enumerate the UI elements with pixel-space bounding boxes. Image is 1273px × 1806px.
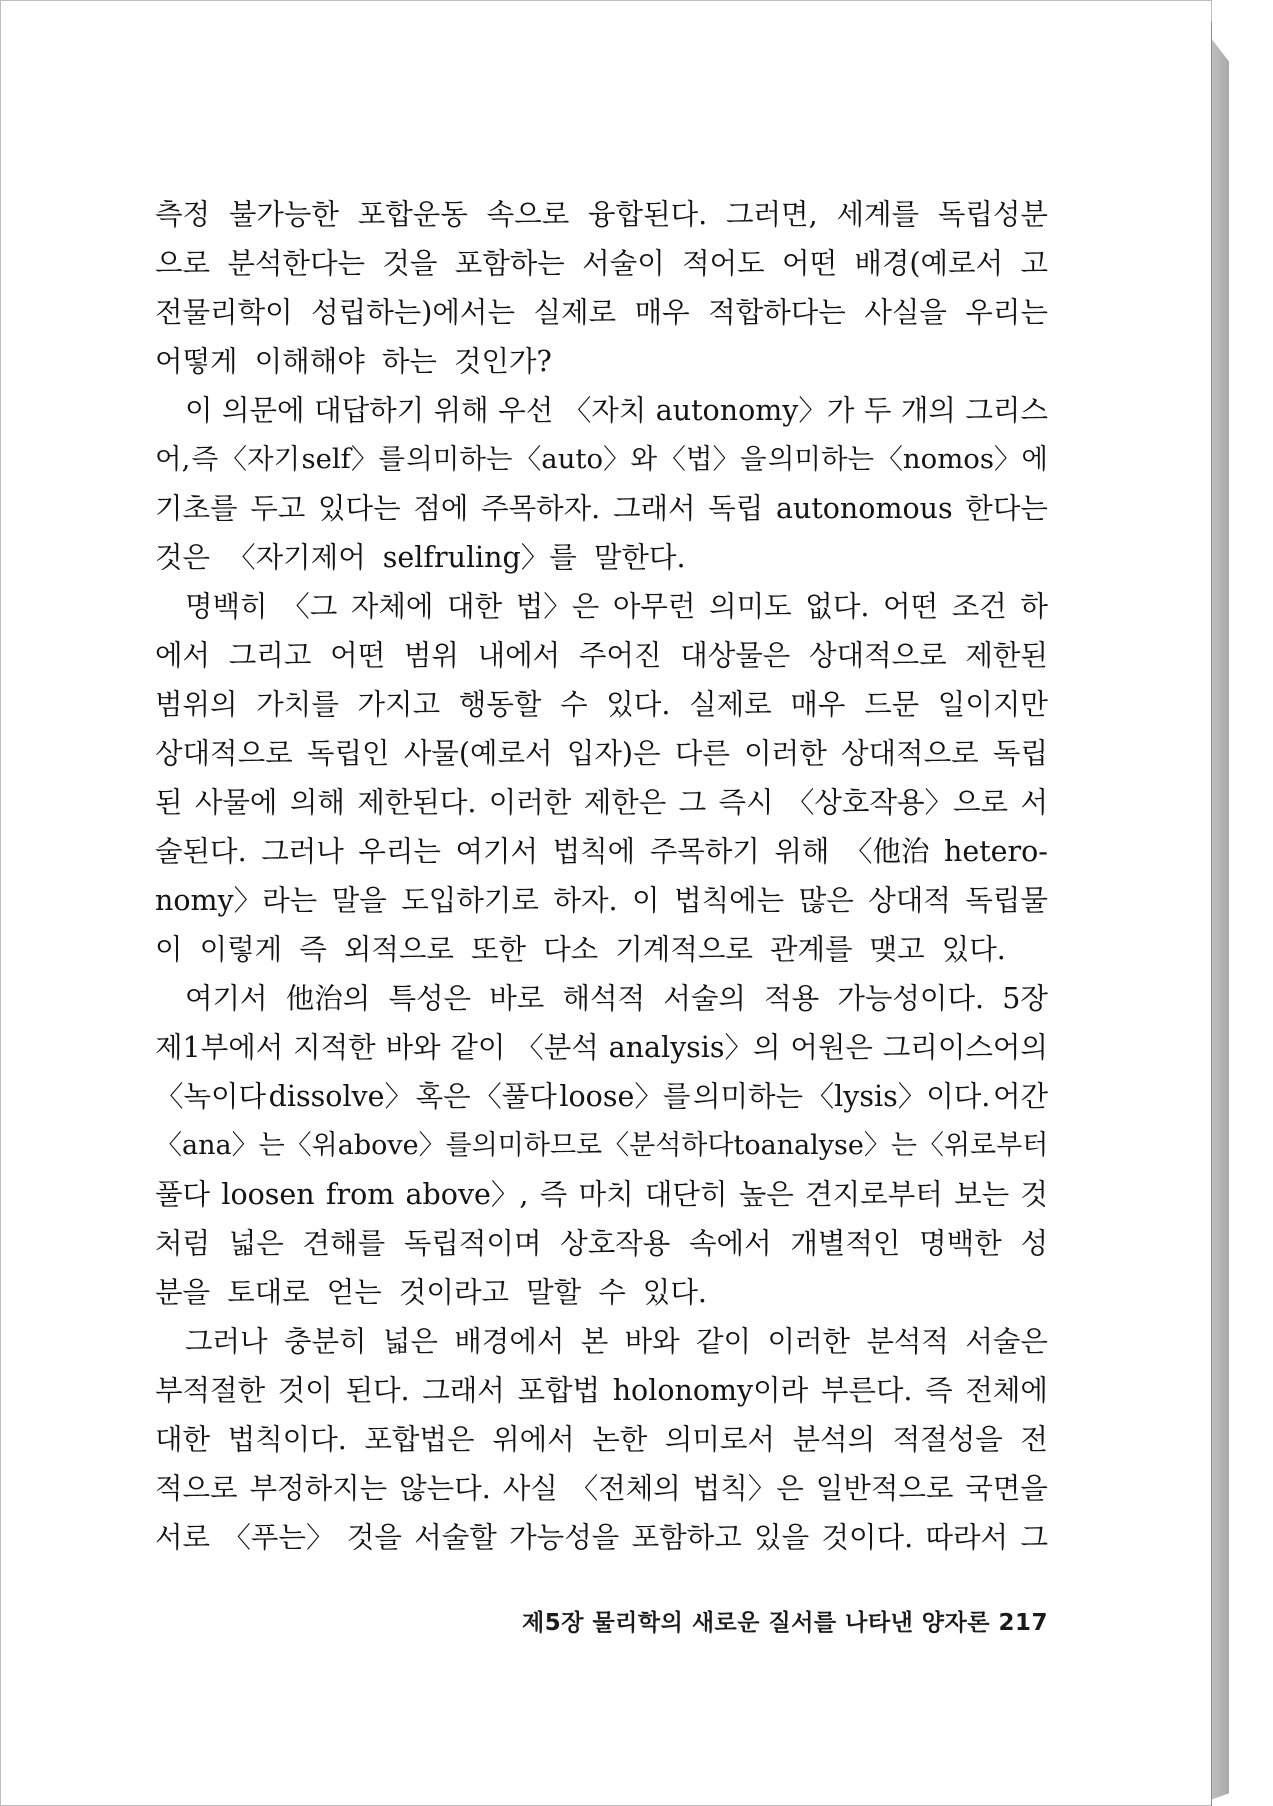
- text-line: 적으로 부정하지는 않는다. 사실 〈전체의 법칙〉은 일반적으로 국면을: [155, 1472, 1048, 1505]
- paragraph-first-line: 이 의문에 대답하기 위해 우선 〈자치 autonomy〉가 두 개의 그리스: [185, 394, 1048, 427]
- paragraph-first-line: 명백히 〈그 자체에 대한 법〉은 아무런 의미도 없다. 어떤 조건 하: [185, 590, 1048, 623]
- text-line: 〈ana〉는 〈위 above〉를 의미하므로 〈분석하다 to analyse〉는 〈위로부터: [155, 1130, 1049, 1161]
- text-line: 부적절한 것이 된다. 그래서 포합법 holonomy이라 부른다. 즉 전체에: [155, 1374, 1048, 1407]
- page-number: 217: [998, 1610, 1048, 1636]
- text-line: 이 이렇게 즉 외적으로 또한 다소 기계적으로 관계를 맺고 있다.: [155, 933, 1006, 966]
- text-line: 술된다. 그러나 우리는 여기서 법칙에 주목하기 위해 〈他治 hetero-: [155, 835, 1048, 868]
- page-edge-line: [1211, 22, 1212, 1806]
- paragraph-first-line: 여기서 他治의 특성은 바로 해석적 서술의 적용 가능성이다. 5장: [185, 982, 1048, 1015]
- text-line: 처럼 넓은 견해를 독립적이며 상호작용 속에서 개별적인 명백한 성: [155, 1227, 1048, 1260]
- text-line: 것은 〈자기제어 selfruling〉를 말한다.: [155, 541, 686, 574]
- footer-chapter-title: 제5장 물리학의 새로운 질서를 나타낸 양자론: [522, 1610, 990, 1636]
- text-line: 된 사물에 의해 제한된다. 이러한 제한은 그 즉시 〈상호작용〉으로 서: [155, 786, 1048, 819]
- text-line: nomy〉라는 말을 도입하기로 하자. 이 법칙에는 많은 상대적 독립물: [155, 884, 1048, 917]
- text-line: 기초를 두고 있다는 점에 주목하자. 그래서 독립 autonomous 한다는: [155, 492, 1048, 525]
- text-line: 어떻게 이해해야 하는 것인가?: [155, 345, 552, 378]
- text-line: 서로 〈푸는〉 것을 서술할 가능성을 포함하고 있을 것이다. 따라서 그: [155, 1521, 1048, 1554]
- text-line: 분을 토대로 얻는 것이라고 말할 수 있다.: [155, 1276, 707, 1309]
- text-line: 상대적으로 독립인 사물(예로서 입자)은 다른 이러한 상대적으로 독립: [155, 737, 1048, 770]
- text-line: 어, 즉 〈자기 self〉를 의미하는 〈auto〉와 〈법〉을 의미하는 〈nomos〉에: [155, 443, 1048, 475]
- text-line: 제1부에서 지적한 바와 같이 〈분석 analysis〉의 어원은 그리이스어의: [155, 1031, 1048, 1064]
- text-line: 〈녹이다 dissolve〉 혹은 〈풀다 loose〉를 의미하는 〈lysis〉이다. 어간: [155, 1080, 1048, 1113]
- text-line: 범위의 가치를 가지고 행동할 수 있다. 실제로 매우 드문 일이지만: [155, 688, 1048, 721]
- running-footer: [460, 1604, 1048, 1637]
- text-line: 에서 그리고 어떤 범위 내에서 주어진 대상물은 상대적으로 제한된: [155, 639, 1048, 672]
- text-line: 풀다 loosen from above〉, 즉 마치 대단히 높은 견지로부터 보는 것: [155, 1178, 1048, 1211]
- body-text: [155, 190, 1048, 1562]
- text-line: 대한 법칙이다. 포합법은 위에서 논한 의미로서 분석의 적절성을 전: [155, 1423, 1048, 1456]
- paragraph-first-line: 그러나 충분히 넓은 배경에서 본 바와 같이 이러한 분석적 서술은: [185, 1325, 1048, 1358]
- text-line: 으로 분석한다는 것을 포함하는 서술이 적어도 어떤 배경(예로서 고: [155, 247, 1048, 280]
- text-line: 측정 불가능한 포합운동 속으로 융합된다. 그러면, 세계를 독립성분: [155, 198, 1048, 231]
- text-line: 전물리학이 성립하는)에서는 실제로 매우 적합하다는 사실을 우리는: [155, 296, 1048, 329]
